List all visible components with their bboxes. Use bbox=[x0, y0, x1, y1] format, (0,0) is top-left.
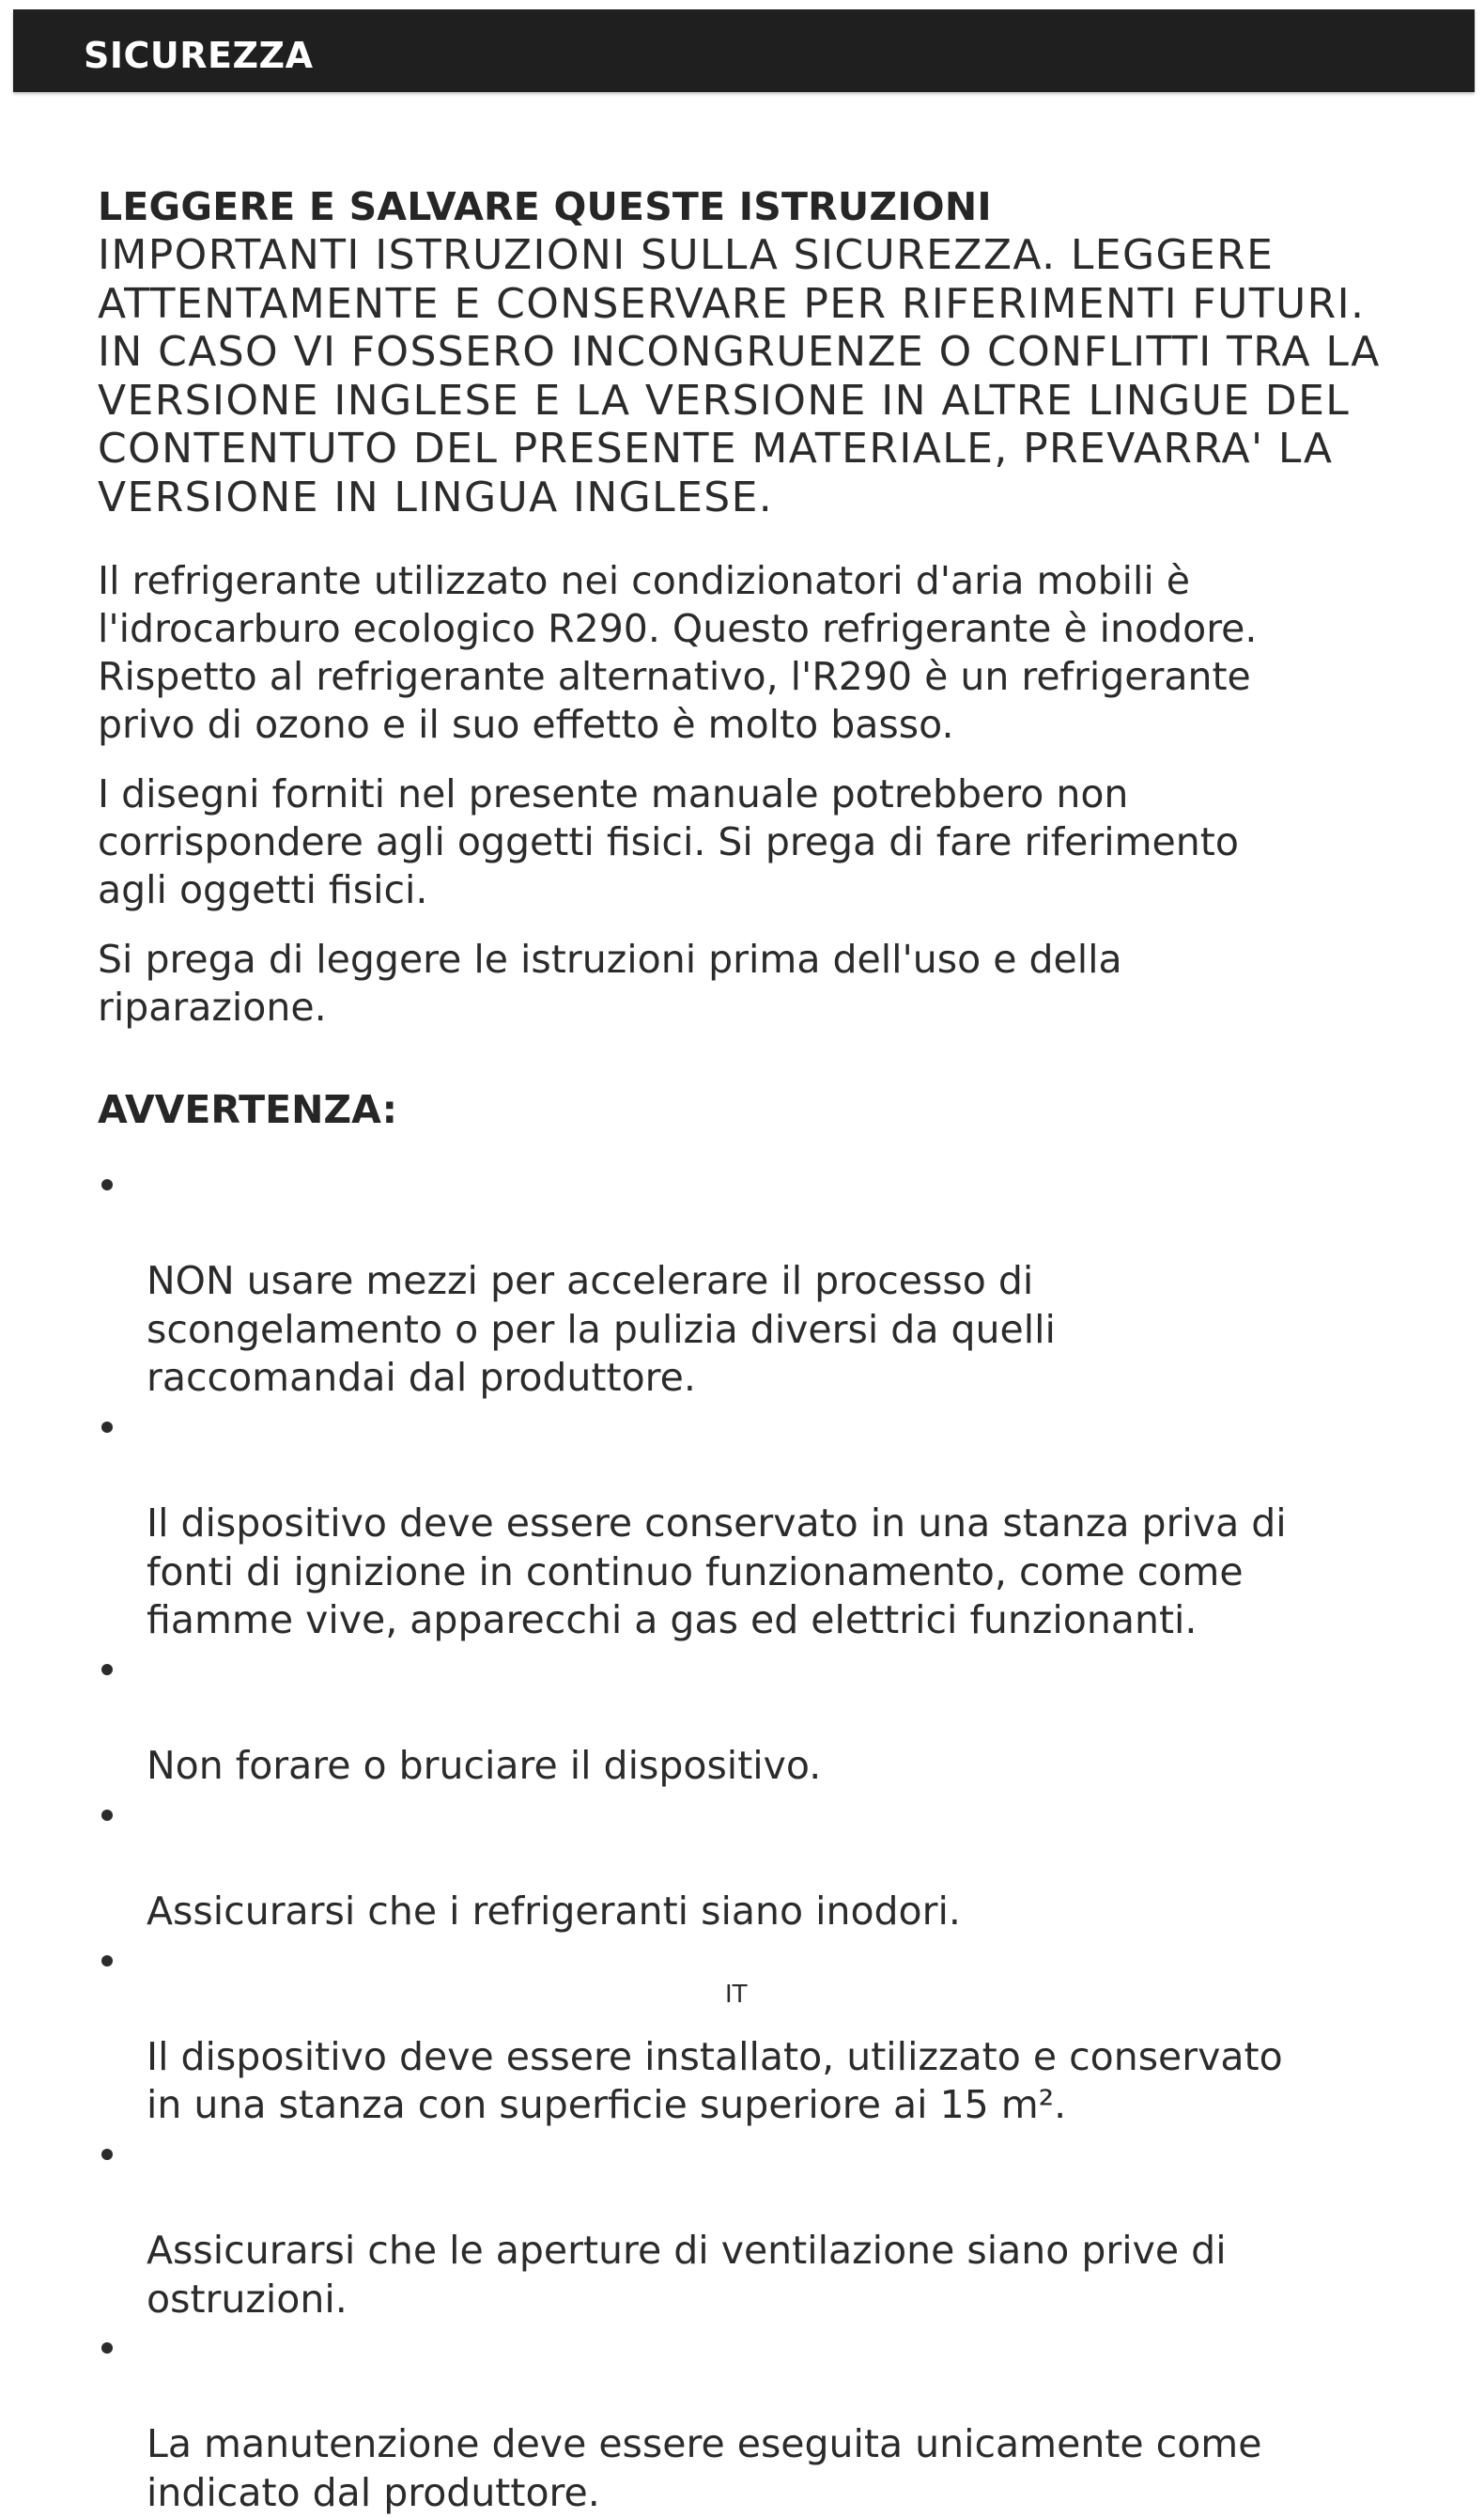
list-item-text: Il dispositivo deve essere conservato in una stanza priva di fonti di ignizione in continuo funzionamento, come come fiamme vive, apparecchi a gas ed elettrici funzionanti. bbox=[147, 1500, 1287, 1643]
list-item bbox=[98, 1936, 1413, 2130]
paragraph-refrigerant: Il refrigerante utilizzato nei condizionatori d'aria mobili è l'idrocarburo ecologico R290. Questo refrigerante è inodore. Rispetto al refrigerante alternativo, l'R290 è un refrigerante privo di ozono e il suo effetto è molto basso. bbox=[98, 558, 1258, 747]
bullet-icon bbox=[101, 1664, 113, 1675]
warning-list bbox=[98, 1160, 1413, 2518]
bullet-icon bbox=[101, 1955, 113, 1966]
warning-heading: AVVERTENZA: bbox=[98, 1087, 398, 1132]
list-item bbox=[98, 2130, 1413, 2324]
bullet-icon bbox=[101, 1179, 113, 1190]
bullet-icon bbox=[101, 2342, 113, 2354]
list-item bbox=[98, 1645, 1413, 1791]
list-item bbox=[98, 1791, 1413, 1936]
list-item-text: Assicurarsi che i refrigeranti siano inodori. bbox=[147, 1888, 961, 1934]
bullet-icon bbox=[101, 2149, 113, 2160]
bullet-icon bbox=[101, 1810, 113, 1821]
paragraph-drawings: I disegni forniti nel presente manuale potrebbero non corrispondere agli oggetti fisici. Si prega di fare riferimento agli oggetti fisici. bbox=[98, 771, 1239, 912]
list-item bbox=[98, 1160, 1413, 1403]
list-item bbox=[98, 2324, 1413, 2517]
list-item-text: Non forare o bruciare il dispositivo. bbox=[147, 1743, 822, 1789]
instructions-heading: LEGGERE E SALVARE QUESTE ISTRUZIONI bbox=[98, 184, 992, 229]
list-item-text: NON usare mezzi per accelerare il processo di scongelamento o per la pulizia diversi da quelli raccomandai dal produttore. bbox=[147, 1258, 1056, 1401]
paragraph-read-instructions: Si prega di leggere le istruzioni prima dell'uso e della riparazione. bbox=[98, 937, 1122, 1030]
safety-notice-caps: IMPORTANTI ISTRUZIONI SULLA SICUREZZA. LEGGERE ATTENTAMENTE E CONSERVARE PER RIFERIMENTI FUTURI. IN CASO VI FOSSERO INCONGRUENZE O CONFLITTI TRA LA VERSIONE INGLESE E LA VERSIONE IN ALTRE LINGUE DEL CONTENTUTO DEL PRESENTE MATERIALE, PREVARRA' LA VERSIONE IN LINGUA INGLESE. bbox=[98, 231, 1381, 521]
list-item bbox=[98, 1403, 1413, 1645]
page-language-label: IT bbox=[725, 1981, 748, 2009]
bullet-icon bbox=[101, 1422, 113, 1433]
list-item-text: Assicurarsi che le aperture di ventilazione siano prive di ostruzioni. bbox=[147, 2228, 1227, 2322]
section-title: SICUREZZA bbox=[84, 35, 314, 76]
list-item-text: Il dispositivo deve essere installato, utilizzato e conservato in una stanza con superficie superiore ai 15 m². bbox=[147, 2033, 1283, 2128]
list-item-text: La manutenzione deve essere eseguita unicamente come indicato dal produttore. bbox=[147, 2421, 1262, 2516]
document-body bbox=[98, 182, 1413, 2518]
